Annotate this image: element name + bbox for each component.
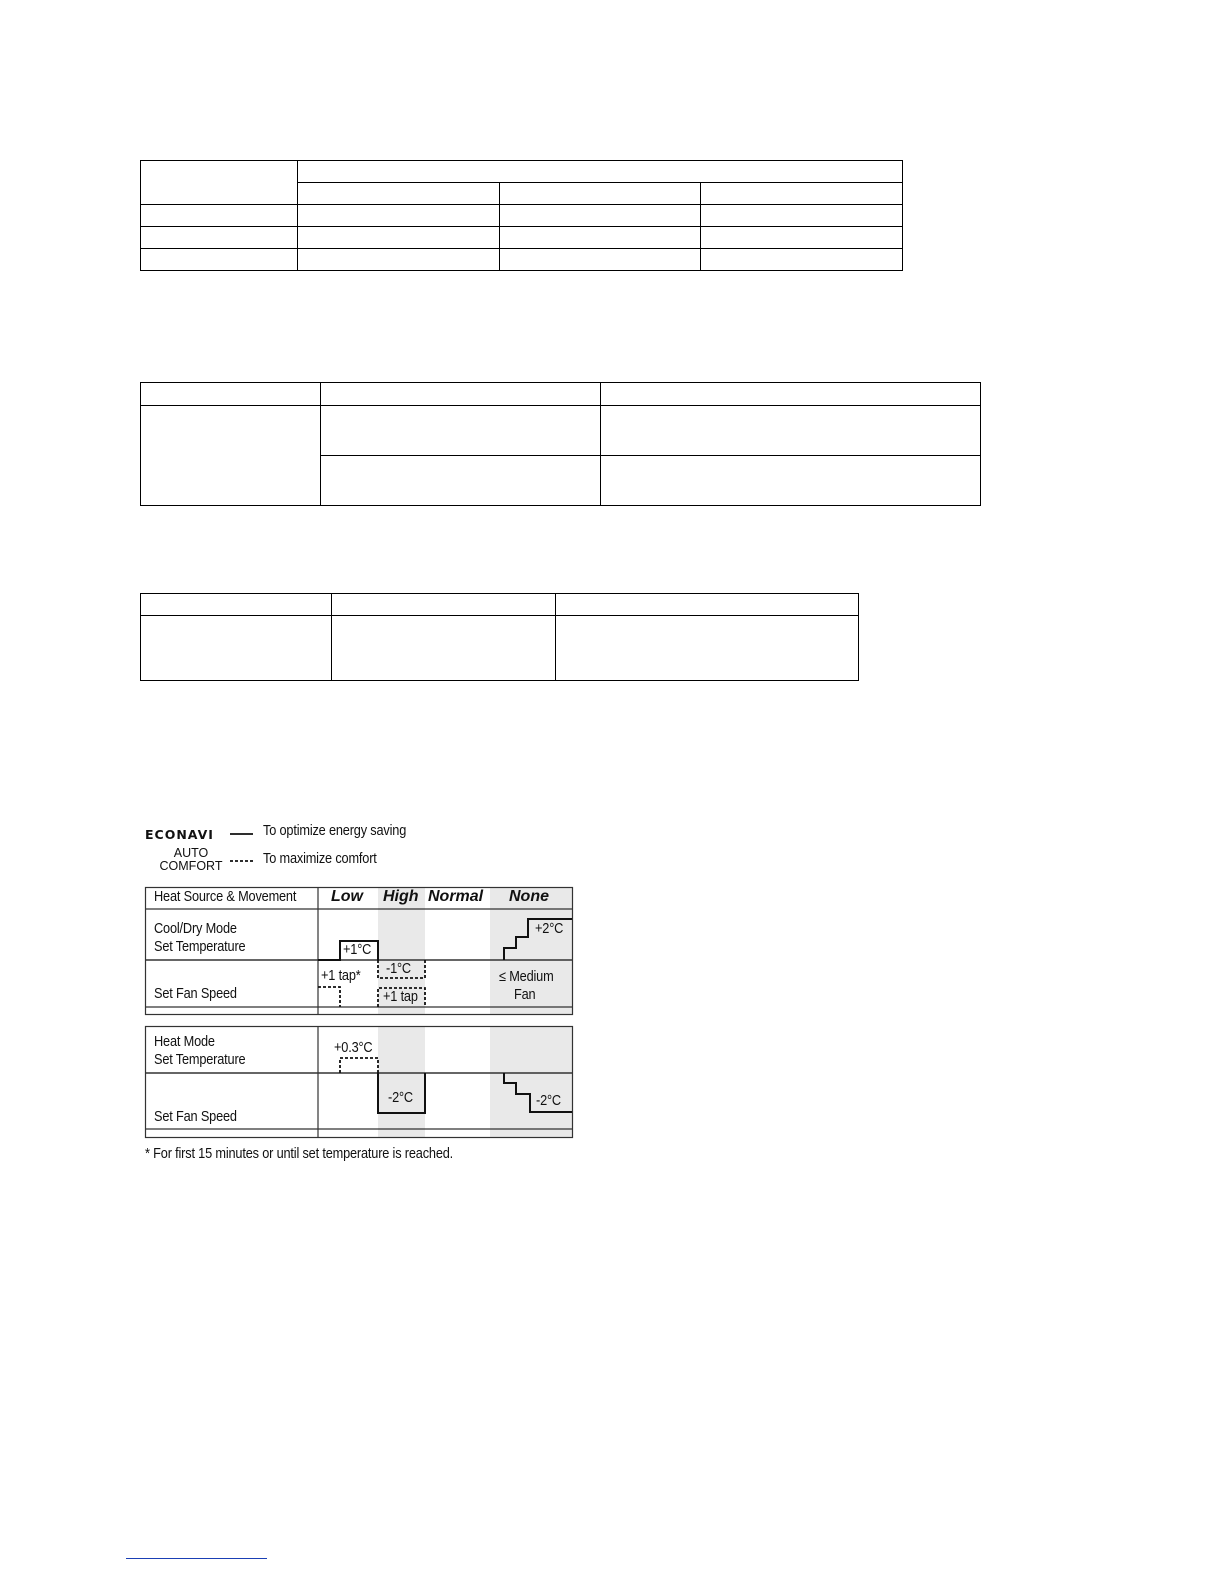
table-cell bbox=[298, 227, 500, 249]
footnote: * For first 15 minutes or until set temperature is reached. bbox=[145, 1146, 454, 1162]
table-cell bbox=[332, 594, 556, 616]
table-cell bbox=[298, 183, 500, 205]
column-normal: Normal bbox=[428, 888, 484, 905]
cool-low-fan-dashed bbox=[318, 987, 340, 1007]
table-cell bbox=[601, 383, 981, 406]
row-heat-mode: Heat Mode bbox=[154, 1034, 215, 1050]
table-cell bbox=[500, 183, 701, 205]
table-cell bbox=[141, 249, 298, 271]
heat-none-fan-label: -2°C bbox=[536, 1093, 561, 1109]
econavi-logo: ECONAVI bbox=[145, 827, 214, 842]
table-cell bbox=[701, 205, 903, 227]
cool-low-fan-label: +1 tap* bbox=[321, 968, 361, 984]
table-cell bbox=[298, 249, 500, 271]
row-heat-set-fan-speed: Set Fan Speed bbox=[154, 1109, 237, 1125]
column-high: High bbox=[383, 888, 419, 905]
cool-none-temp-label: +2°C bbox=[535, 921, 564, 937]
table-cell bbox=[701, 183, 903, 205]
table-cell bbox=[298, 161, 903, 183]
row-cool-dry-mode: Cool/Dry Mode bbox=[154, 921, 237, 937]
cool-none-fan-label-line2: Fan bbox=[514, 987, 536, 1003]
table-cell bbox=[500, 227, 701, 249]
table-cell bbox=[141, 383, 321, 406]
table-cell bbox=[141, 594, 332, 616]
table-cell bbox=[556, 616, 859, 681]
heat-low-temp-dashed bbox=[340, 1058, 378, 1073]
column-none: None bbox=[509, 888, 549, 905]
cool-none-fan-label-line1: ≤ Medium bbox=[499, 969, 554, 985]
auto-comfort-description: To maximize comfort bbox=[263, 851, 377, 867]
row-heat-set-temperature: Set Temperature bbox=[154, 1052, 246, 1068]
table-cell bbox=[321, 383, 601, 406]
table-cell bbox=[556, 594, 859, 616]
table-1 bbox=[140, 160, 903, 271]
table-cell bbox=[141, 227, 298, 249]
none-column-shade-heat bbox=[490, 1027, 572, 1138]
table-cell bbox=[321, 456, 601, 506]
table-cell bbox=[500, 205, 701, 227]
table-cell bbox=[500, 249, 701, 271]
heat-low-temp-label: +0.3°C bbox=[334, 1040, 373, 1056]
high-column-shade-heat bbox=[378, 1027, 425, 1138]
table-cell bbox=[601, 406, 981, 456]
cool-high-fan-label: +1 tap bbox=[383, 989, 418, 1005]
auto-comfort-logo bbox=[158, 847, 224, 873]
table-cell bbox=[701, 227, 903, 249]
table-cell bbox=[321, 406, 601, 456]
header-heat-source: Heat Source & Movement bbox=[154, 889, 297, 905]
table-cell bbox=[701, 249, 903, 271]
cool-low-temp-label: +1°C bbox=[343, 942, 372, 958]
table-cell bbox=[141, 406, 321, 506]
table-cell bbox=[141, 161, 298, 205]
table-cell bbox=[141, 616, 332, 681]
cool-high-temp-label: -1°C bbox=[386, 961, 411, 977]
table-cell bbox=[141, 205, 298, 227]
table-3 bbox=[140, 593, 859, 681]
footer-rule bbox=[126, 1558, 267, 1559]
row-cool-set-fan-speed: Set Fan Speed bbox=[154, 986, 237, 1002]
table-cell bbox=[332, 616, 556, 681]
auto-comfort-logo-line2: COMFORT bbox=[159, 859, 223, 873]
table-cell bbox=[601, 456, 981, 506]
table-2 bbox=[140, 382, 981, 506]
heat-high-fan-label: -2°C bbox=[388, 1090, 413, 1106]
table-cell bbox=[298, 205, 500, 227]
row-cool-set-temperature: Set Temperature bbox=[154, 939, 246, 955]
auto-comfort-logo-line1: AUTO bbox=[173, 846, 209, 860]
econavi-diagram bbox=[140, 818, 580, 1168]
column-low: Low bbox=[331, 888, 363, 905]
econavi-description: To optimize energy saving bbox=[263, 823, 407, 839]
